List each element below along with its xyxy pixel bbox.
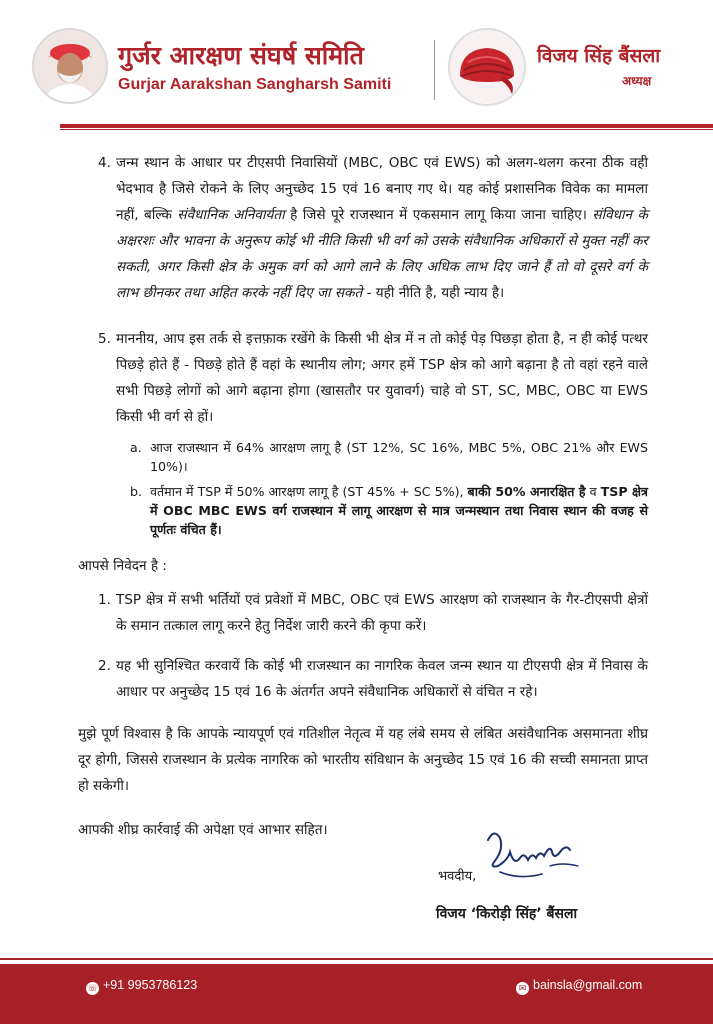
subpoint-text-bold: TSP क्षेत्र में OBC MBC EWS वर्ग राजस्थान में लागू आरक्षण से मात्र जन्मस्थान तथा निवास स्थान की वजह से पूर्णतः वंचित हैं।	[150, 484, 648, 537]
turban-logo	[448, 28, 526, 106]
request-number: 2.	[98, 658, 111, 674]
footer-bar	[0, 964, 713, 1024]
portrait-illustration	[34, 30, 106, 102]
request-text: यह भी सुनिश्चित करवायें कि कोई भी राजस्थान का नागरिक केवल जन्म स्थान या टीएसपी क्षेत्र में निवास के आधार पर अनुच्छेद 15 एवं 16 के अंतर्गत अपने संवैधानिक अधिकारों से वंचित न रहे।	[116, 658, 648, 700]
point-text: - यही नीति है, यही न्याय है।	[362, 285, 505, 301]
signer-name: विजय ‘किरोड़ी सिंह’ बैंसला	[436, 906, 578, 922]
point-text-italic: संविधान के अक्षरशः और भावना के अनुरूप कोई भी नीति किसी भी वर्ग को उसके संवैधानिक अधिकारों से मुक्त नहीं कर सकती, अगर किसी क्षेत्र के अमुक वर्ग को आगे लाने के लिए अधिक लाभ दिए जाने हैं तो वो दूसरे वर्ग के लाभ छीनकर तथा अहित करके नहीं दिए जा सकते	[116, 207, 648, 301]
turban-icon	[450, 30, 524, 104]
request-text: TSP क्षेत्र में सभी भर्तियों एवं प्रवेशों में MBC, OBC एवं EWS आरक्षण को राजस्थान के गैर-टीएसपी क्षेत्रों के समान तत्काल लागू करने हेतु निर्देश जारी करने की कृपा करें।	[116, 592, 648, 634]
letterhead	[0, 0, 713, 124]
organization-name-english: Gurjar Aarakshan Sangharsh Samiti	[118, 76, 392, 93]
email-address[interactable]: bainsla@gmail.com	[533, 978, 643, 992]
point-text: माननीय, आप इस तर्क से इत्तफ़ाक रखेंगे के किसी भी क्षेत्र में न तो कोई पेड़ पिछड़ा होता है, न ही कोई पत्थर पिछड़े होते हैं - पिछड़े होते हैं वहां के स्थानीय लोग; अगर हमें TSP क्षेत्र को आगे बढ़ाना है तो वहां रहने वाले सभी पिछड़े लोगों को आगे बढ़ाना होगा (खासतौर पर युवावर्ग) चाहे वो ST, SC, MBC, OBC या EWS किसी भी वर्ग से हों।	[116, 331, 648, 425]
phone-icon: ☏	[86, 983, 99, 993]
closing-line: आपकी शीघ्र कार्रवाई की अपेक्षा एवं आभार सहित।	[78, 822, 328, 838]
handwritten-signature	[480, 822, 590, 892]
phone-number[interactable]: +91 9953786123	[103, 978, 198, 992]
footer-email	[516, 978, 642, 995]
point-text: जन्म स्थान के आधार पर टीएसपी निवासियों (MBC, OBC एवं EWS) को अलग-थलग करना ठीक वही भेदभाव है जिसे रोकने के लिए अनुच्छेद 15 एवं 16 बनाए गए थे। यह कोई प्रशासनिक विवेक का मामला नहीं, बल्कि	[116, 155, 648, 223]
footer-rule	[0, 958, 713, 960]
subpoint-text: आज राजस्थान में 64% आरक्षण लागू है (ST 12%, SC 16%, MBC 5%, OBC 21% और EWS 10%)।	[150, 440, 648, 474]
footer-phone	[86, 978, 197, 995]
subpoint-text-bold: बाकी 50% अनारक्षित है	[467, 484, 586, 499]
point-text: है जिसे पूरे राजस्थान में एकसमान लागू किया जाना चाहिए।	[284, 207, 593, 223]
point-5	[78, 326, 648, 430]
closing-paragraph: मुझे पूर्ण विश्वास है कि आपके न्यायपूर्ण एवं गतिशील नेतृत्व में यह लंबे समय से लंबित असंवैधानिक असमानता शीघ्र दूर होगी, जिससे राजस्थान के प्रत्येक नागरिक को भारतीय संविधान के अनुच्छेद 15 एवं 16 की सच्ची समानता प्राप्त हो सकेगी।	[78, 726, 648, 794]
signoff: भवदीय,	[438, 869, 477, 884]
point-number: 4.	[98, 155, 111, 171]
header-rule-thin	[60, 129, 713, 130]
subpoint-letter: b.	[130, 484, 142, 499]
organization-name-hindi: गुर्जर आरक्षण संघर्ष समिति	[118, 41, 364, 70]
request-1	[78, 587, 648, 639]
point-number: 5.	[98, 331, 111, 347]
email-icon: ✉	[516, 982, 529, 995]
request-intro: आपसे निवेदन है :	[78, 558, 167, 574]
subpoint-letter: a.	[130, 440, 142, 455]
founder-portrait	[32, 28, 108, 104]
subpoint-text: वर्तमान में TSP में 50% आरक्षण लागू है (ST 45% + SC 5%),	[150, 484, 468, 499]
subpoint-a	[78, 438, 648, 476]
signature-mark	[480, 822, 590, 892]
header-divider	[434, 40, 435, 100]
point-4	[78, 150, 648, 306]
president-title: अध्यक्ष	[622, 74, 652, 88]
letter-body	[78, 150, 648, 843]
request-2	[78, 653, 648, 705]
header-rule	[60, 124, 713, 128]
point-text-italic: संवैधानिक अनिवार्यता	[177, 207, 285, 223]
president-name: विजय सिंह बैंसला	[537, 45, 661, 67]
subpoint-text: व	[585, 484, 601, 499]
request-number: 1.	[98, 592, 111, 608]
subpoint-b	[78, 482, 648, 539]
